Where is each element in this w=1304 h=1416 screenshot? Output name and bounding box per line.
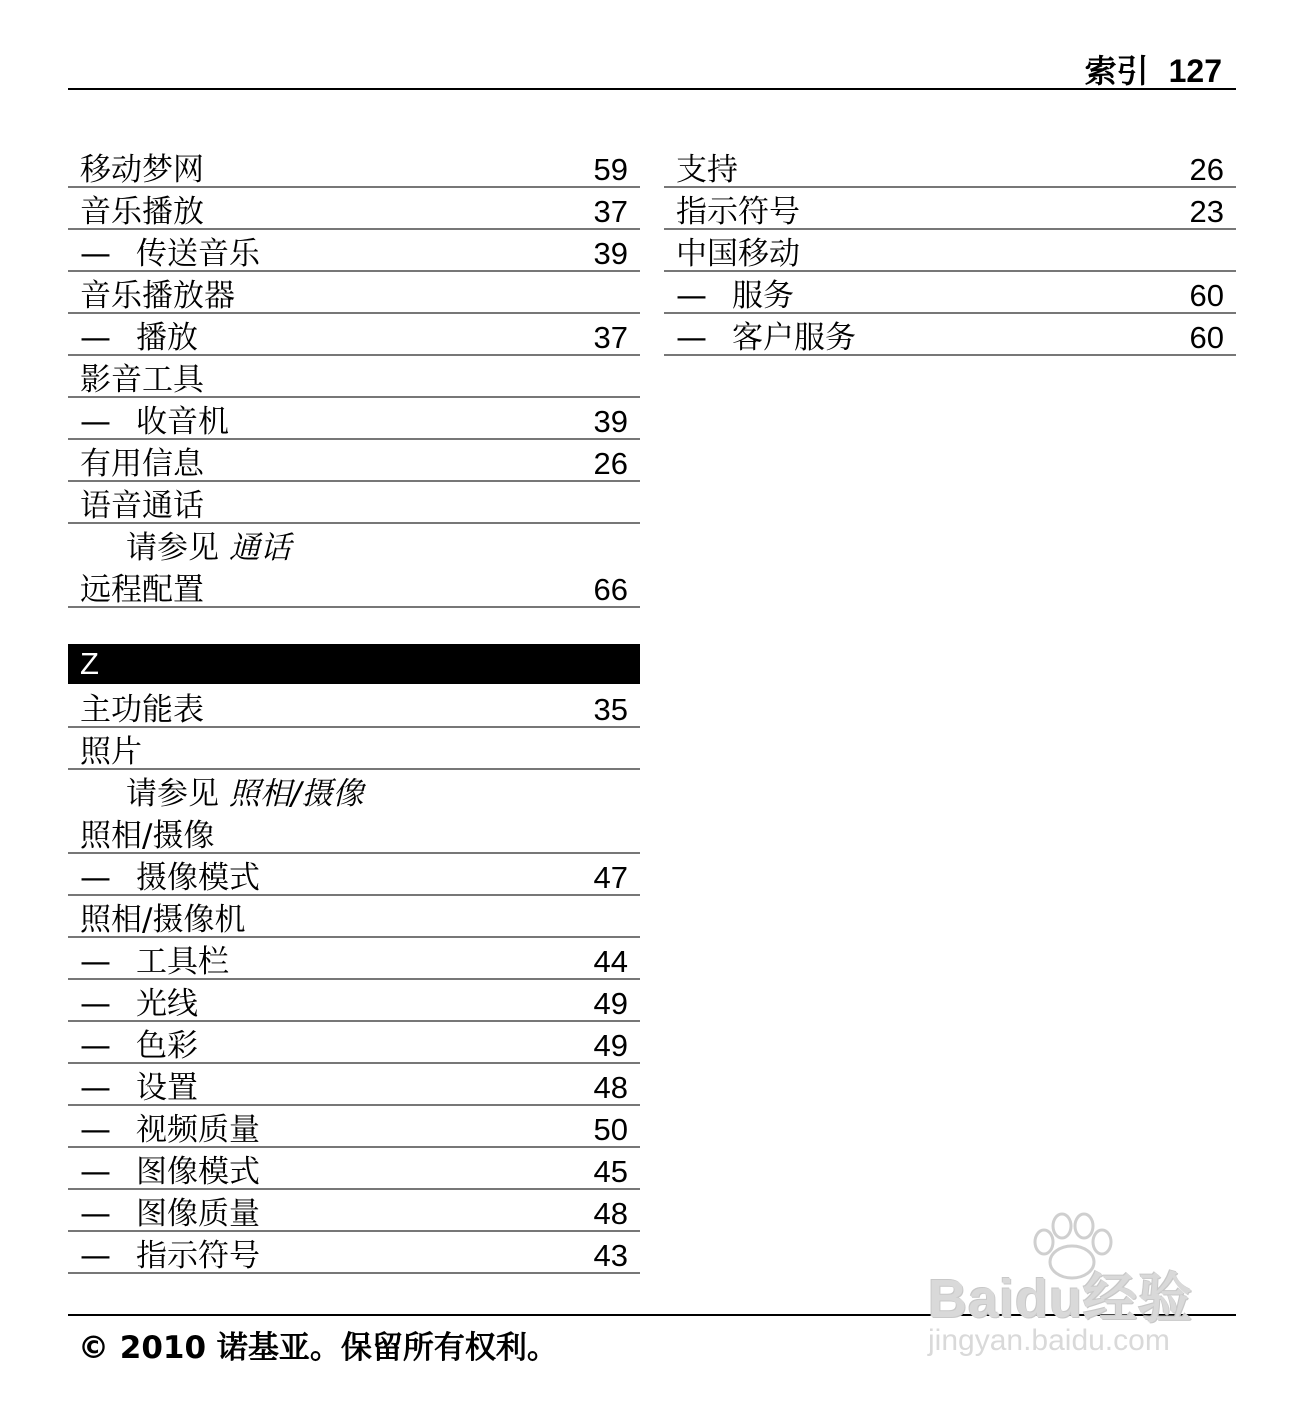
entry-label: 远程配置 <box>80 572 204 608</box>
entry-label: 图像质量 <box>136 1196 260 1232</box>
entry-label-group <box>676 275 794 317</box>
entry-page-number: 47 <box>593 860 628 895</box>
index-subentry <box>664 272 1236 314</box>
entry-label-group <box>80 443 204 485</box>
entry-page-number: 49 <box>593 986 628 1021</box>
index-subentry <box>68 938 640 980</box>
index-entry <box>68 686 640 728</box>
entry-label-group <box>80 1235 260 1277</box>
entry-label: 主功能表 <box>80 692 204 728</box>
entry-label-group <box>80 731 142 773</box>
subentry-dash: — <box>80 860 111 896</box>
index-entry <box>664 146 1236 188</box>
entry-label: 音乐播放器 <box>80 278 235 314</box>
index-entry <box>68 146 640 188</box>
subentry-dash: — <box>80 1112 111 1148</box>
index-entry <box>68 566 640 608</box>
index-see-also <box>68 770 640 812</box>
entry-label-group <box>80 401 229 443</box>
index-entry <box>68 188 640 230</box>
entry-label-group <box>80 149 204 191</box>
entry-page-number: 39 <box>593 236 628 271</box>
subentry-dash: — <box>80 1070 111 1106</box>
header-page-number: 127 <box>1168 53 1222 89</box>
entry-page-number: 60 <box>1189 320 1224 355</box>
entry-label: 指示符号 <box>136 1238 260 1274</box>
subentry-dash: — <box>80 320 111 356</box>
entry-page-number: 26 <box>593 446 628 481</box>
entry-label: 有用信息 <box>80 446 204 482</box>
entry-label: 光线 <box>136 986 198 1022</box>
watermark-logo: Baidu经验 <box>928 1269 1194 1329</box>
index-subentry <box>68 1022 640 1064</box>
entry-label: 中国移动 <box>676 236 800 272</box>
index-list-z <box>68 686 640 1274</box>
entry-label-group <box>80 275 235 317</box>
subentry-dash: — <box>80 986 111 1022</box>
entry-label-group <box>80 1067 198 1109</box>
see-also-term: 照相/摄像 <box>229 776 364 812</box>
index-list-top <box>68 146 640 608</box>
entry-label: 照片 <box>80 734 142 770</box>
entry-label: 语音通话 <box>80 488 204 524</box>
entry-label-group <box>80 485 204 527</box>
entry-label-group <box>80 569 204 611</box>
entry-label-group <box>80 233 260 275</box>
index-subentry <box>68 1232 640 1274</box>
entry-label-group <box>676 233 800 275</box>
entry-page-number: 49 <box>593 1028 628 1063</box>
entry-label: 客户服务 <box>732 320 856 356</box>
entry-page-number: 66 <box>593 572 628 607</box>
index-entry <box>68 482 640 524</box>
entry-page-number: 48 <box>593 1196 628 1231</box>
entry-label-group <box>80 941 229 983</box>
entry-label-group <box>676 317 856 359</box>
entry-label: 照相/摄像机 <box>80 902 246 938</box>
entry-label: 图像模式 <box>136 1154 260 1190</box>
entry-label: 移动梦网 <box>80 152 204 188</box>
index-subentry <box>664 314 1236 356</box>
header-text <box>1085 46 1222 92</box>
header-title: 索引 <box>1084 52 1149 90</box>
entry-label-group <box>676 191 800 233</box>
subentry-dash: — <box>80 1196 111 1232</box>
subentry-dash: — <box>80 236 111 272</box>
entry-page-number: 45 <box>593 1154 628 1189</box>
entry-label-group <box>80 1109 260 1151</box>
see-also-prefix: 请参见 <box>126 776 219 812</box>
entry-label-group <box>80 1025 198 1067</box>
index-entry <box>68 440 640 482</box>
entry-page-number: 37 <box>593 320 628 355</box>
entry-label-group <box>80 191 204 233</box>
entry-label: 设置 <box>136 1070 198 1106</box>
entry-label: 音乐播放 <box>80 194 204 230</box>
subentry-dash: — <box>676 278 707 314</box>
index-entry <box>664 230 1236 272</box>
entry-page-number: 50 <box>593 1112 628 1147</box>
index-subentry <box>68 1148 640 1190</box>
entry-label: 播放 <box>136 320 198 356</box>
watermark-url: jingyan.baidu.com <box>928 1324 1170 1357</box>
entry-label: 支持 <box>676 152 738 188</box>
index-entry <box>68 728 640 770</box>
entry-page-number: 39 <box>593 404 628 439</box>
entry-label: 摄像模式 <box>136 860 260 896</box>
entry-label: 色彩 <box>136 1028 198 1064</box>
subentry-dash: — <box>80 1028 111 1064</box>
index-subentry <box>68 1064 640 1106</box>
watermark <box>924 1212 1224 1372</box>
see-also-text <box>126 773 363 815</box>
entry-label: 传送音乐 <box>136 236 260 272</box>
entry-label: 工具栏 <box>136 944 229 980</box>
index-column-right <box>664 146 1236 356</box>
entry-page-number: 59 <box>593 152 628 187</box>
index-entry <box>68 272 640 314</box>
page-header <box>68 40 1236 90</box>
entry-label-group <box>80 317 198 359</box>
entry-page-number: 37 <box>593 194 628 229</box>
entry-label: 收音机 <box>136 404 229 440</box>
entry-page-number: 48 <box>593 1070 628 1105</box>
section-header-z: Z <box>68 644 640 684</box>
index-subentry <box>68 1190 640 1232</box>
index-subentry <box>68 398 640 440</box>
entry-label: 照相/摄像 <box>80 818 215 854</box>
entry-page-number: 44 <box>593 944 628 979</box>
index-subentry <box>68 980 640 1022</box>
entry-label-group <box>80 1193 260 1235</box>
copyright-text: © 2010 诺基亚。保留所有权利。 <box>78 1330 558 1366</box>
entry-label-group <box>80 815 214 857</box>
entry-label: 视频质量 <box>136 1112 260 1148</box>
entry-label-group <box>80 689 204 731</box>
index-entry <box>68 356 640 398</box>
index-see-also <box>68 524 640 566</box>
entry-page-number: 60 <box>1189 278 1224 313</box>
index-subentry <box>68 1106 640 1148</box>
index-entry <box>68 812 640 854</box>
entry-label-group <box>676 149 738 191</box>
subentry-dash: — <box>80 404 111 440</box>
see-also-term: 通话 <box>229 530 291 566</box>
subentry-dash: — <box>80 1154 111 1190</box>
index-subentry <box>68 314 640 356</box>
entry-label-group <box>80 359 204 401</box>
index-entry <box>68 896 640 938</box>
see-also-text <box>126 527 291 569</box>
entry-label-group <box>80 1151 260 1193</box>
entry-label: 指示符号 <box>676 194 800 230</box>
entry-label-group <box>80 899 245 941</box>
see-also-prefix: 请参见 <box>126 530 219 566</box>
entry-page-number: 26 <box>1189 152 1224 187</box>
entry-label-group <box>80 857 260 899</box>
entry-label: 服务 <box>732 278 794 314</box>
entry-page-number: 35 <box>593 692 628 727</box>
index-column-left <box>68 146 640 1274</box>
subentry-dash: — <box>80 1238 111 1274</box>
entry-page-number: 23 <box>1189 194 1224 229</box>
index-list-right <box>664 146 1236 356</box>
entry-label: 影音工具 <box>80 362 204 398</box>
subentry-dash: — <box>80 944 111 980</box>
entry-label-group <box>80 983 198 1025</box>
entry-page-number: 43 <box>593 1238 628 1273</box>
index-subentry <box>68 230 640 272</box>
index-entry <box>664 188 1236 230</box>
subentry-dash: — <box>676 320 707 356</box>
index-subentry <box>68 854 640 896</box>
